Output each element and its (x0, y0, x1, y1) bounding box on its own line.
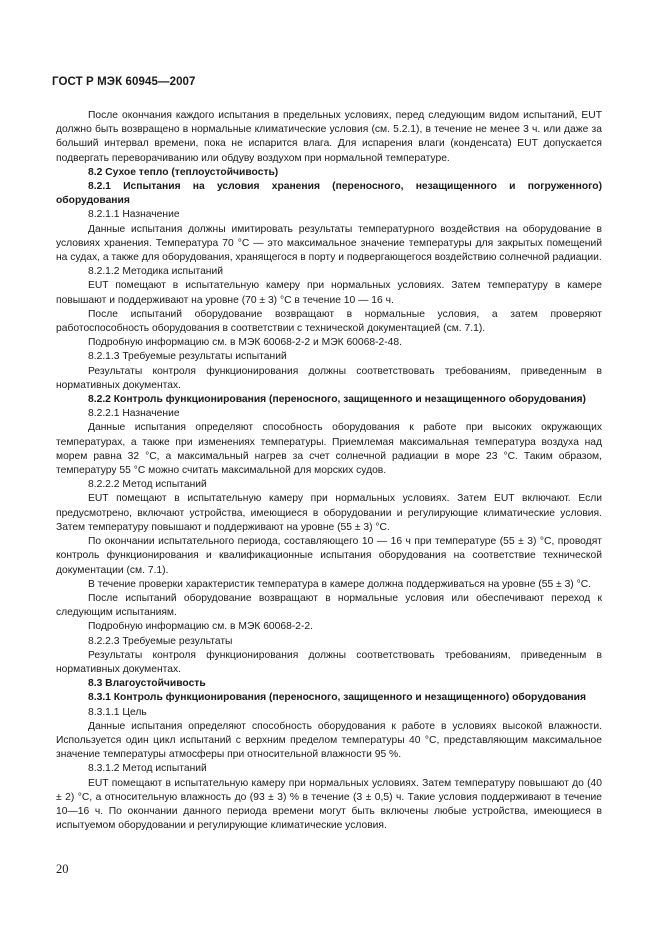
section-heading: 8.2.2 Контроль функционирования (переносного, защищенного и незащищенного оборудования) (88, 394, 586, 406)
page-number: 20 (56, 862, 69, 876)
paragraph: 8.2.1.1 Назначение (88, 209, 180, 221)
section-heading: 8.3.1 Контроль функционирования (переносного, защищенного и незащищенного) оборудования (88, 692, 586, 704)
section-heading: 8.2.1 Испытания на условия хранения (переносного, незащищенного и погруженного) оборудования (56, 181, 602, 207)
document-body (56, 109, 602, 833)
paragraph: После испытаний оборудование возвращают в нормальные условия, а затем проверяют работоспособность оборудования в соответствии с технической документацией (см. 7.1). (56, 308, 602, 335)
paragraph: 8.3.1.1 Цель (88, 706, 147, 718)
paragraph: 8.2.2.1 Назначение (88, 408, 180, 420)
section-heading: 8.3 Влагоустойчивость (88, 678, 206, 690)
paragraph: 8.2.2.3 Требуемые результаты (88, 635, 233, 647)
paragraph: В течение проверки характеристик температура в камере должна поддерживаться на уровне (55 ± 3) °С. (88, 578, 592, 590)
paragraph: После испытаний оборудование возвращают в нормальные условия или обеспечивают переход к следующим испытаниям. (56, 592, 602, 619)
paragraph: 8.3.1.2 Метод испытаний (88, 763, 207, 775)
paragraph: Данные испытания должны имитировать результаты температурного воздействия на оборудование в условиях хранения. Температура 70 °С — это максимальное значение температуры для закрытых помещений на судах, а также для оборудования, хранящегося в порту и подвергающегося воздействию солнечной радиации. (56, 223, 602, 264)
paragraph: 8.2.2.2 Метод испытаний (88, 479, 207, 491)
paragraph: По окончании испытательного периода, составляющего 10 — 16 ч при температуре (55 ± 3) °С, проводят контроль функционирования и квалификационные испытания оборудования на соответствие технической документации (см. 7.1). (56, 536, 602, 576)
paragraph: Подробную информацию см. в МЭК 60068-2-2. (88, 621, 314, 633)
paragraph: EUT помещают в испытательную камеру при нормальных условиях. Затем EUT включают. Если предусмотрено, включают устройства, имеющиеся в оборудовании и регулирующие климатические условия. Затем температуру повышают и поддерживают на уровне (55 ± 3) °С. (56, 493, 602, 533)
paragraph: Данные испытания определяют способность оборудования к работе при высоких окружающих температурах, а также при изменениях температуры. Приемлемая максимальная температура воздуха над морем равна 32 °С, а максимальный нагрев за счет солнечной радиации в море 23 °С. Таким образом, температуру 55 °С можно считать максимальной для морских судов. (56, 422, 602, 477)
paragraph: 8.2.1.2 Методика испытаний (88, 266, 224, 278)
paragraph: Результаты контроля функционирования должны соответствовать требованиям, приведенным в нормативных документах. (56, 365, 602, 391)
paragraph: После окончания каждого испытания в предельных условиях, перед следующим видом испытаний, EUT должно быть возвращено в нормальные климатические условия (см. 5.2.1), в течение не менее 3 ч. или даже за больший интервал времени, пока не испарится влага. Для испарения влаги (конденсата) EUT допускается подвергать переворачиванию или обдуву воздухом при нормальной температуре. (56, 110, 602, 164)
paragraph: Результаты контроля функционирования должны соответствовать требованиям, приведенным в нормативных документах. (56, 649, 602, 675)
paragraph: Данные испытания определяют способность оборудования к работе в условиях высокой влажности. Используется один цикл испытаний с верхним пределом температуры 40 °С, представляющим максимальное значение температуры атмосферы при относительной влажности 95 %. (56, 720, 602, 761)
paragraph: Подробную информацию см. в МЭК 60068-2-2 и МЭК 60068-2-48. (88, 337, 402, 349)
document-header: ГОСТ Р МЭК 60945—2007 (52, 76, 196, 88)
section-heading: 8.2 Сухое тепло (теплоустойчивость) (88, 166, 279, 178)
paragraph: 8.2.1.3 Требуемые результаты испытаний (88, 351, 287, 363)
paragraph: EUT помещают в испытательную камеру при нормальных условиях. Затем температуру в камере повышают и поддерживают на уровне (70 ± 3) °С в течение 10 — 16 ч. (56, 280, 602, 306)
paragraph: EUT помещают в испытательную камеру при нормальных условиях. Затем температуру повышают до (40 ± 2) °С, а относительную влажность до (93 ± 3) % в течение (3 ± 0,5) ч. Такие условия поддерживают в течение 10—16 ч. По окончании данного периода времени могут быть включены любые устройства, имеющиеся в испытуемом оборудовании и регулирующие климатические условия. (56, 777, 602, 832)
